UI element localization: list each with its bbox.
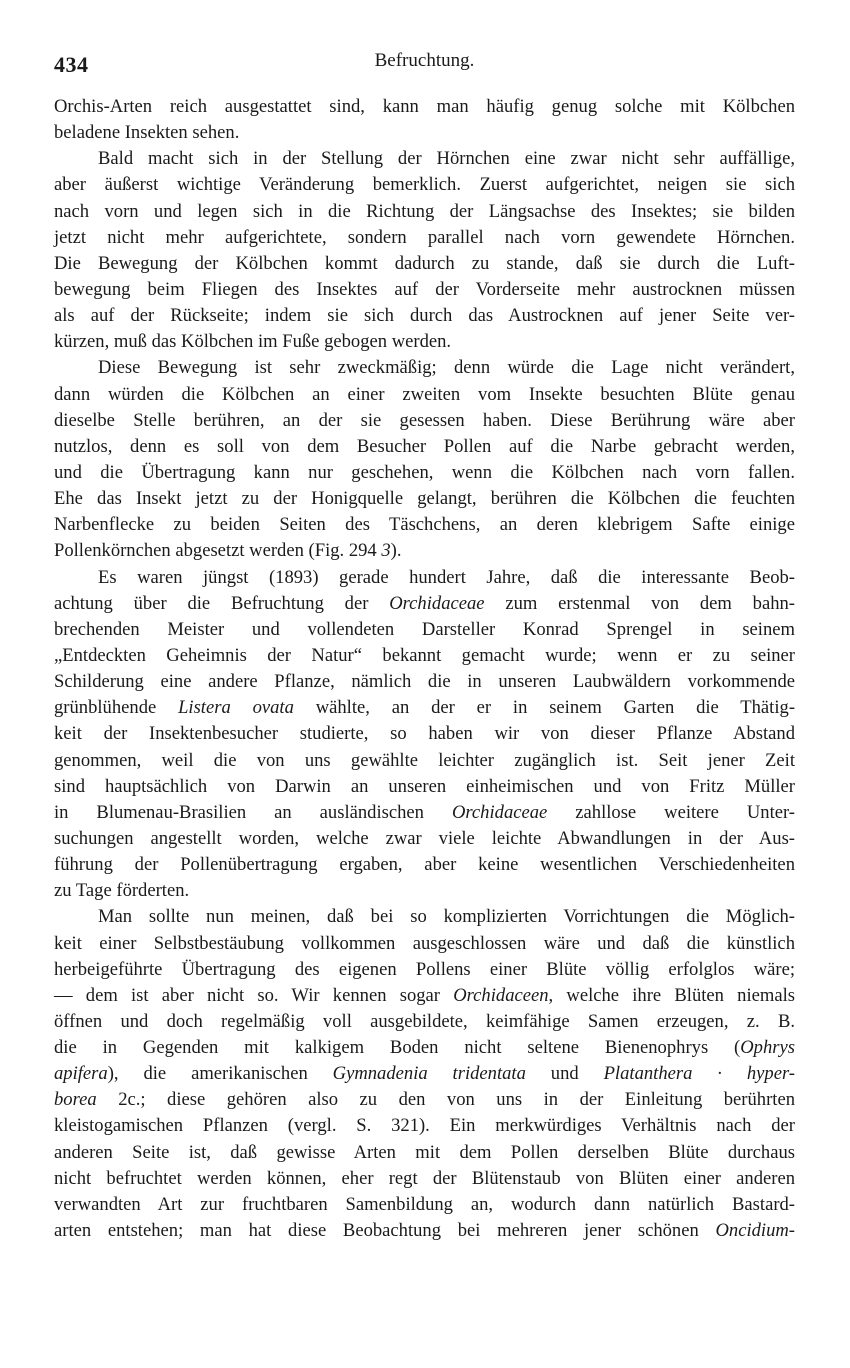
- text-line: [54, 94, 795, 120]
- text-line: [54, 1087, 795, 1113]
- text-segment: 2c.; diese gehören also zu den von uns in der Einleitung berührten: [96, 1089, 795, 1111]
- text-line: [54, 669, 795, 695]
- text-line: [54, 1192, 795, 1218]
- text-segment: aber äußerst wichtige Veränderung bemerklich. Zuerst aufgerichtet, neigen sie sich: [54, 174, 795, 196]
- text-segment: Schilderung eine andere Pflanze, nämlich die in unseren Laubwäldern vorkommende: [54, 671, 795, 693]
- text-line: [54, 878, 795, 904]
- text-segment: zum erstenmal von dem bahn-: [484, 592, 795, 614]
- text-line: [54, 1218, 795, 1244]
- text-segment: — dem ist aber nicht so. Wir kennen sogar: [54, 984, 454, 1006]
- text-segment: kleistogamischen Pflanzen (vergl. S. 321). Ein merkwürdiges Verhältnis nach der: [54, 1115, 795, 1137]
- text-line: [54, 172, 795, 198]
- text-line: [54, 460, 795, 486]
- text-line: [54, 721, 795, 747]
- text-segment: herbeigeführte Übertragung des eigenen Pollens einer Blüte völlig erfolglos wäre;: [54, 958, 795, 980]
- text-segment: nach vorn und legen sich in die Richtung der Längsachse des Insektes; sie bilden: [54, 200, 795, 222]
- text-segment: Diese Bewegung ist sehr zweckmäßig; denn würde die Lage nicht verändert,: [98, 357, 795, 379]
- text-segment: in Blumenau-Brasilien an ausländischen: [54, 801, 452, 823]
- text-segment: dieselbe Stelle berühren, an der sie gesessen haben. Diese Berührung wäre aber: [54, 409, 795, 431]
- text-segment: ).: [390, 540, 402, 562]
- paragraph: [54, 355, 795, 564]
- text-segment: die in Gegenden mit kalkigem Boden nicht seltene Bienenophrys (: [54, 1037, 741, 1059]
- text-segment: sind hauptsächlich von Darwin an unseren einheimischen und von Fritz Müller: [54, 775, 795, 797]
- text-segment: Bald macht sich in der Stellung der Hörnchen eine zwar nicht sehr auffällige,: [98, 148, 795, 170]
- text-line: [54, 643, 795, 669]
- text-segment: Pollenkörnchen abgesetzt werden (Fig. 294: [54, 540, 382, 562]
- text-segment: nicht befruchtet werden können, eher regt der Blütenstaub von Blüten einer anderen: [54, 1167, 795, 1189]
- text-segment: Narbenflecke zu beiden Seiten des Täschchens, an deren klebrigem Safte einige: [54, 514, 795, 536]
- text-line: [54, 329, 795, 355]
- text-segment: nutzlos, denn es soll von dem Besucher Pollen auf die Narbe gebracht werden,: [54, 435, 795, 457]
- text-line: [54, 355, 795, 381]
- italic-term: Oncidium-: [715, 1220, 795, 1242]
- paragraph: [54, 565, 795, 905]
- text-segment: jetzt nicht mehr aufgerichtete, sondern parallel nach vorn gewendete Hörnchen.: [54, 226, 795, 248]
- text-line: [54, 303, 795, 329]
- text-segment: brechenden Meister und vollendeten Darsteller Konrad Sprengel in seinem: [54, 618, 795, 640]
- text-segment: , welche ihre Blüten niemals: [548, 984, 795, 1006]
- text-segment: zahllose weitere Unter-: [547, 801, 795, 823]
- text-segment: führung der Pollenübertragung ergaben, aber keine wesentlichen Verschiedenheiten: [54, 854, 795, 876]
- text-line: [54, 408, 795, 434]
- text-line: [54, 1035, 795, 1061]
- text-segment: und die Übertragung kann nur geschehen, wenn die Kölbchen nach vorn fallen.: [54, 461, 795, 483]
- text-line: [54, 277, 795, 303]
- text-segment: bewegung beim Fliegen des Insektes auf der Vorderseite mehr austrocknen müssen: [54, 278, 795, 300]
- text-line: [54, 826, 795, 852]
- text-segment: kürzen, muß das Kölbchen im Fuße gebogen werden.: [54, 331, 452, 353]
- paragraph: [54, 94, 795, 146]
- text-line: [54, 120, 795, 146]
- italic-term: Orchidaceae: [389, 592, 485, 614]
- text-line: [54, 512, 795, 538]
- text-segment: „Entdeckten Geheimnis der Natur“ bekannt gemacht wurde; wenn er zu seiner: [54, 644, 795, 666]
- italic-term: Orchidaceen: [453, 984, 549, 1006]
- text-line: [54, 1061, 795, 1087]
- body-text: [54, 94, 795, 1244]
- page-number: 434: [54, 52, 89, 77]
- text-segment: keit der Insektenbesucher studierte, so haben wir von dieser Pflanze Abstand: [54, 723, 795, 745]
- italic-term: Gymnadenia tridentata: [332, 1063, 526, 1085]
- text-segment: anderen Seite ist, daß gewisse Arten mit dem Pollen derselben Blüte durchaus: [54, 1141, 795, 1163]
- italic-term: apifera: [54, 1063, 108, 1085]
- text-line: [54, 1113, 795, 1139]
- text-line: [54, 251, 795, 277]
- text-line: [54, 748, 795, 774]
- text-line: [54, 800, 795, 826]
- text-segment: öffnen und doch regelmäßig voll ausgebildete, keimfähige Samen erzeugen, z. B.: [54, 1010, 795, 1032]
- text-segment: Man sollte nun meinen, daß bei so komplizierten Vorrichtungen die Möglich-: [98, 906, 795, 928]
- italic-term: Orchidaceae: [451, 801, 548, 823]
- text-segment: Ehe das Insekt jetzt zu der Honigquelle gelangt, berühren die Kölbchen die feuchten: [54, 488, 795, 510]
- text-segment: verwandten Art zur fruchtbaren Samenbildung an, wodurch dann natürlich Bastard-: [54, 1193, 795, 1215]
- text-line: [54, 852, 795, 878]
- text-segment: Die Bewegung der Kölbchen kommt dadurch zu stande, daß sie durch die Luft-: [54, 252, 795, 274]
- text-segment: zu Tage förderten.: [54, 880, 190, 902]
- text-line: [54, 1166, 795, 1192]
- italic-term: 3: [381, 540, 391, 562]
- text-segment: genommen, weil die von uns gewählte leichter zugänglich ist. Seit jener Zeit: [54, 749, 795, 771]
- text-segment: wählte, an der er in seinem Garten die Thätig-: [293, 697, 796, 719]
- text-line: [54, 983, 795, 1009]
- italic-term: Listera ovata: [178, 697, 294, 719]
- paragraph: [54, 146, 795, 355]
- text-line: [54, 486, 795, 512]
- text-segment: Es waren jüngst (1893) gerade hundert Jahre, daß die interessante Beob-: [98, 566, 795, 588]
- text-segment: Orchis-Arten reich ausgestattet sind, kann man häufig genug solche mit Kölbchen: [54, 96, 795, 117]
- text-line: [54, 957, 795, 983]
- text-line: [54, 931, 795, 957]
- text-line: [54, 1009, 795, 1035]
- text-line: [54, 904, 795, 930]
- text-line: [54, 538, 795, 564]
- italic-term: Ophrys: [740, 1037, 795, 1059]
- text-segment: beladene Insekten sehen.: [54, 122, 240, 144]
- text-line: [54, 199, 795, 225]
- text-segment: und: [525, 1063, 604, 1085]
- text-segment: suchungen angestellt worden, welche zwar viele leichte Abwandlungen in der Aus-: [54, 827, 795, 849]
- text-line: [54, 617, 795, 643]
- text-line: [54, 1140, 795, 1166]
- italic-term: Platanthera · hyper-: [603, 1063, 795, 1085]
- running-title: Befruchtung.: [374, 50, 475, 71]
- text-line: [54, 774, 795, 800]
- book-page: [54, 44, 795, 1244]
- text-segment: als auf der Rückseite; indem sie sich durch das Austrocknen auf jener Seite ver-: [54, 305, 795, 327]
- text-segment: arten entstehen; man hat diese Beobachtung bei mehreren jener schönen: [54, 1220, 716, 1242]
- text-line: [54, 146, 795, 172]
- text-line: [54, 695, 795, 721]
- text-line: [54, 434, 795, 460]
- text-segment: keit einer Selbstbestäubung vollkommen ausgeschlossen wäre und daß die künstlich: [54, 932, 795, 954]
- page-header: [54, 44, 795, 84]
- text-line: [54, 565, 795, 591]
- text-line: [54, 225, 795, 251]
- text-line: [54, 382, 795, 408]
- paragraph: [54, 904, 795, 1244]
- text-segment: dann würden die Kölbchen an einer zweiten vom Insekte besuchten Blüte genau: [54, 383, 795, 405]
- text-segment: ), die amerikanischen: [107, 1063, 333, 1085]
- text-line: [54, 591, 795, 617]
- text-segment: grünblühende: [54, 697, 179, 719]
- italic-term: borea: [54, 1089, 97, 1111]
- text-segment: achtung über die Befruchtung der: [54, 592, 390, 614]
